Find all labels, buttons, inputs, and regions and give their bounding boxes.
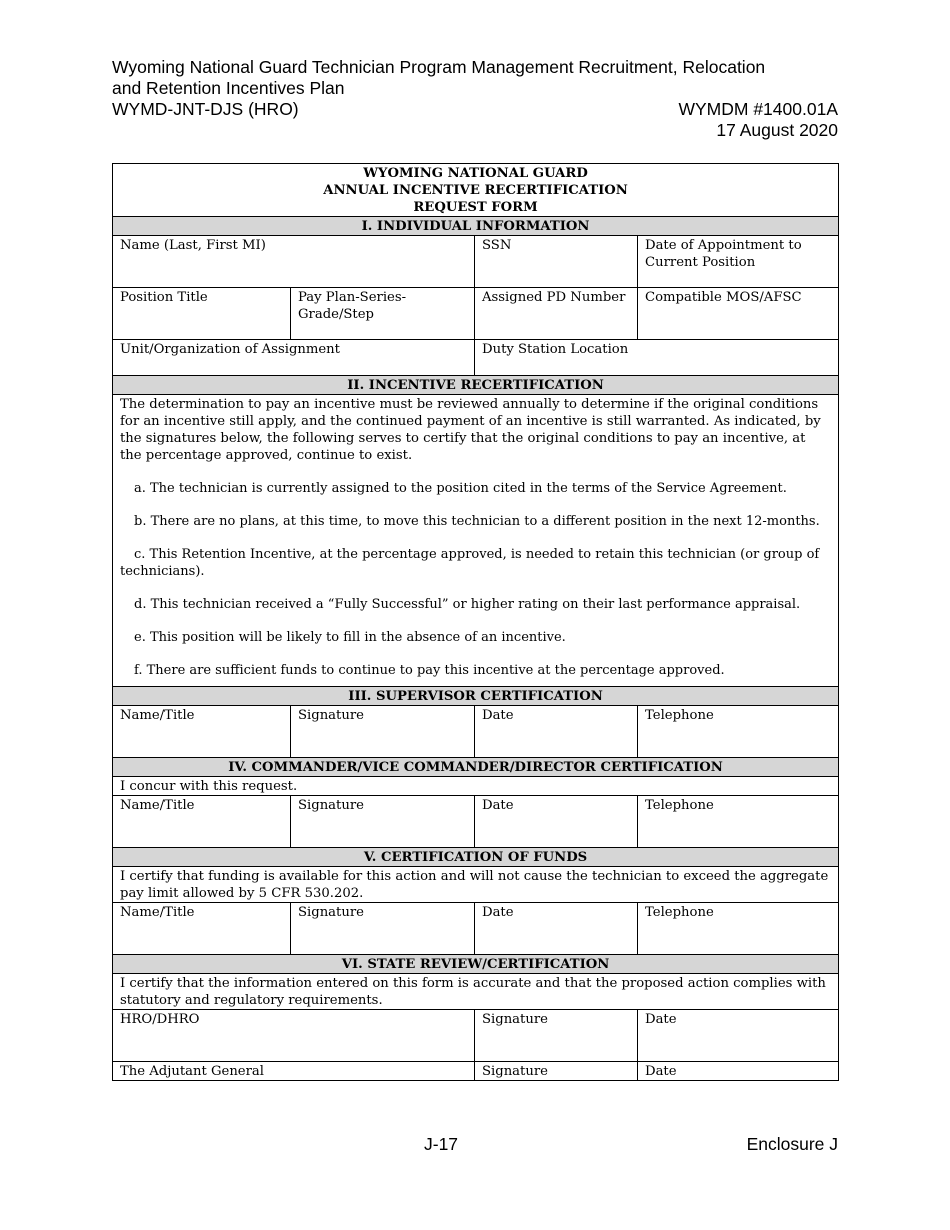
compatible-mos-field[interactable]: Compatible MOS/AFSC	[638, 288, 839, 340]
recertification-form	[112, 163, 839, 1081]
funds-telephone-field[interactable]: Telephone	[638, 903, 839, 955]
commander-signature-field[interactable]: Signature	[291, 796, 475, 848]
supervisor-name-field[interactable]: Name/Title	[113, 706, 291, 758]
supervisor-date-field[interactable]: Date	[475, 706, 638, 758]
hro-dhro-field[interactable]: HRO/DHRO	[113, 1010, 475, 1062]
header-date: 17 August 2020	[716, 120, 838, 140]
unit-organization-field[interactable]: Unit/Organization of Assignment	[113, 340, 475, 376]
name-field[interactable]: Name (Last, First MI)	[113, 236, 475, 288]
page-header	[112, 57, 838, 141]
adjutant-signature-field[interactable]: Signature	[475, 1062, 638, 1081]
funds-date-field[interactable]: Date	[475, 903, 638, 955]
position-title-field[interactable]: Position Title	[113, 288, 291, 340]
enclosure-label: Enclosure J	[746, 1134, 838, 1154]
header-title-line2: and Retention Incentives Plan	[112, 78, 345, 98]
section-state-review: VI. STATE REVIEW/CERTIFICATION	[113, 955, 839, 974]
supervisor-signature-field[interactable]: Signature	[291, 706, 475, 758]
funds-name-field[interactable]: Name/Title	[113, 903, 291, 955]
section-supervisor-certification: III. SUPERVISOR CERTIFICATION	[113, 687, 839, 706]
section-certification-of-funds: V. CERTIFICATION OF FUNDS	[113, 848, 839, 867]
header-title-line1: Wyoming National Guard Technician Program Management Recruitment, Relocation	[112, 57, 766, 77]
condition-f: f. There are sufficient funds to continue to pay this incentive at the percentage approved.	[134, 663, 725, 678]
form-title-line3: REQUEST FORM	[413, 200, 538, 215]
commander-statement: I concur with this request.	[113, 777, 839, 796]
supervisor-telephone-field[interactable]: Telephone	[638, 706, 839, 758]
hro-signature-field[interactable]: Signature	[475, 1010, 638, 1062]
date-of-appointment-field[interactable]: Date of Appointment to Current Position	[638, 236, 839, 288]
header-doc-number: WYMDM #1400.01A	[678, 99, 838, 119]
recertification-text	[113, 395, 839, 687]
adjutant-date-field[interactable]: Date	[638, 1062, 839, 1081]
section-incentive-recertification: II. INCENTIVE RECERTIFICATION	[113, 376, 839, 395]
recertification-intro: The determination to pay an incentive must be reviewed annually to determine if the original conditions for an incentive still apply, and the continued payment of an incentive is still warranted. As indicated, by the signatures below, the following serves to certify that the original conditions to pay an incentive, at the percentage approved, continue to exist.	[120, 397, 821, 463]
condition-d: d. This technician received a “Fully Successful” or higher rating on their last performance appraisal.	[134, 597, 801, 612]
state-review-statement: I certify that the information entered on this form is accurate and that the proposed action complies with statutory and regulatory requirements.	[113, 974, 839, 1010]
header-office: WYMD-JNT-DJS (HRO)	[112, 99, 299, 119]
condition-e: e. This position will be likely to fill in the absence of an incentive.	[134, 630, 566, 645]
section-individual-information: I. INDIVIDUAL INFORMATION	[113, 217, 839, 236]
form-title-line2: ANNUAL INCENTIVE RECERTIFICATION	[323, 183, 628, 198]
duty-station-field[interactable]: Duty Station Location	[475, 340, 839, 376]
form-title-line1: WYOMING NATIONAL GUARD	[363, 166, 588, 181]
funds-signature-field[interactable]: Signature	[291, 903, 475, 955]
condition-b: b. There are no plans, at this time, to move this technician to a different position in the next 12-months.	[134, 514, 820, 529]
commander-name-field[interactable]: Name/Title	[113, 796, 291, 848]
form-title	[113, 164, 839, 217]
pay-plan-field[interactable]: Pay Plan-Series-Grade/Step	[291, 288, 475, 340]
condition-a: a. The technician is currently assigned to the position cited in the terms of the Service Agreement.	[134, 481, 787, 496]
page-number: J-17	[424, 1134, 459, 1154]
commander-telephone-field[interactable]: Telephone	[638, 796, 839, 848]
ssn-field[interactable]: SSN	[475, 236, 638, 288]
commander-date-field[interactable]: Date	[475, 796, 638, 848]
funds-statement: I certify that funding is available for this action and will not cause the technician to exceed the aggregate pay limit allowed by 5 CFR 530.202.	[113, 867, 839, 903]
section-commander-certification: IV. COMMANDER/VICE COMMANDER/DIRECTOR CERTIFICATION	[113, 758, 839, 777]
condition-c: c. This Retention Incentive, at the percentage approved, is needed to retain this technician (or group of technicians).	[120, 547, 820, 579]
assigned-pd-field[interactable]: Assigned PD Number	[475, 288, 638, 340]
hro-date-field[interactable]: Date	[638, 1010, 839, 1062]
adjutant-general-field[interactable]: The Adjutant General	[113, 1062, 475, 1081]
